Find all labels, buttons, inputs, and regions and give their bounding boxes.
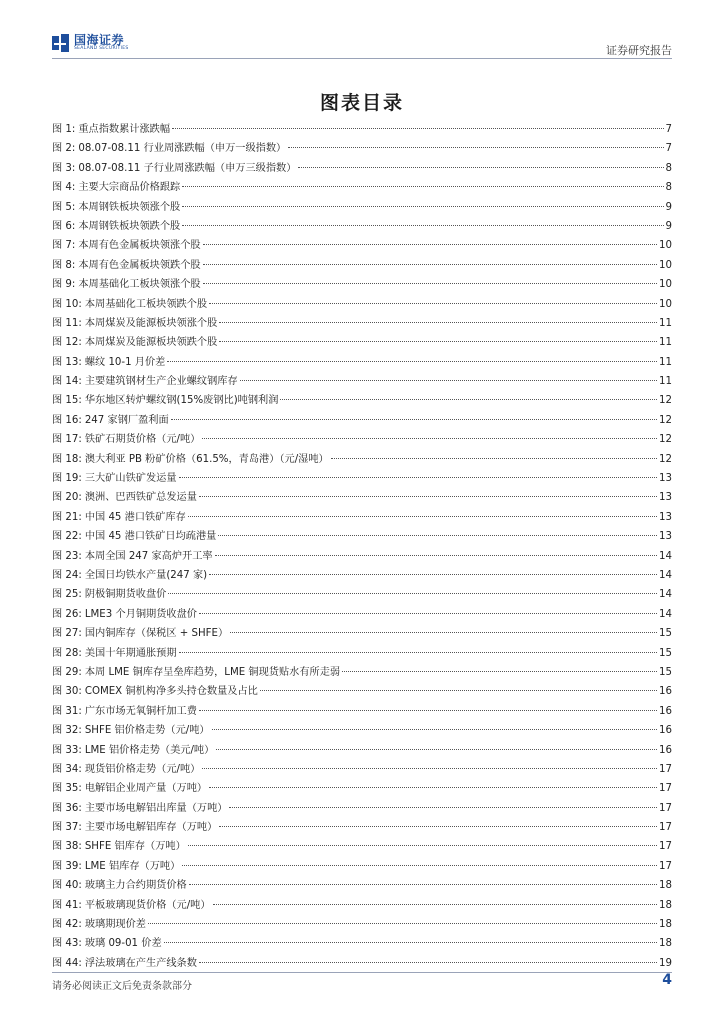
toc-entry-title[interactable]: 玻璃 09-01 价差	[84, 938, 162, 950]
toc-entry-page[interactable]: 18	[659, 919, 672, 931]
toc-entry-page[interactable]: 13	[659, 492, 672, 504]
toc-entry-title[interactable]: 重点指数累计涨跌幅	[78, 124, 171, 135]
toc-entry-page[interactable]: 13	[659, 511, 672, 523]
toc-entry[interactable]	[52, 217, 672, 236]
toc-entry-title[interactable]: 全国日均铁水产量(247 家)	[84, 569, 208, 581]
toc-entry[interactable]	[52, 624, 672, 643]
toc-entry-title[interactable]: 澳洲、巴西铁矿总发运量	[84, 492, 197, 504]
toc-entry-label: 图 41:	[52, 899, 82, 911]
toc-entry-title[interactable]: 玻璃期现价差	[84, 919, 146, 931]
toc-dot-leader	[209, 303, 657, 304]
toc-entry-title[interactable]: 本周有色金属板块领涨个股	[78, 240, 201, 252]
toc-dot-leader	[168, 593, 657, 594]
page-title: 图表目录	[319, 92, 404, 114]
toc-dot-leader	[203, 244, 657, 245]
toc-entry-label: 图 43:	[52, 938, 82, 950]
toc-entry-title[interactable]: COMEX 铜机构净多头持仓数量及占比	[84, 686, 258, 698]
toc-entry-label: 图 7:	[52, 240, 76, 252]
toc-dot-leader	[202, 768, 657, 769]
toc-entry[interactable]	[52, 682, 672, 701]
toc-dot-leader	[148, 923, 657, 924]
toc-entry[interactable]	[52, 857, 672, 876]
toc-entry-page[interactable]: 10	[659, 259, 672, 271]
toc-entry-page[interactable]: 15	[659, 666, 672, 678]
toc-entry-page[interactable]: 15	[659, 628, 672, 640]
toc-dot-leader	[280, 399, 657, 400]
toc-entry-label: 图 30:	[52, 686, 82, 698]
toc-entry-page[interactable]: 16	[659, 686, 672, 698]
toc-entry-title[interactable]: 中国 45 港口铁矿库存	[84, 511, 186, 523]
toc-entry-label: 图 22:	[52, 531, 82, 543]
toc-entry-title[interactable]: LME 铝库存（万吨）	[84, 860, 181, 872]
toc-entry[interactable]	[52, 159, 672, 178]
toc-entry-title[interactable]: 螺纹 10-1 月价差	[84, 356, 166, 368]
toc-entry-title[interactable]: 澳大利亚 PB 粉矿价格（61.5%，青岛港）（元/湿吨）	[84, 453, 329, 465]
report-type-label: 证券研究报告	[606, 44, 672, 57]
toc-entry-page[interactable]: 16	[659, 725, 672, 737]
toc-entry-title[interactable]: 本周基础化工板块领涨个股	[78, 279, 201, 291]
toc-entry[interactable]	[52, 915, 672, 934]
toc-entry-label: 图 44:	[52, 957, 82, 969]
toc-entry-label: 图 11:	[52, 317, 82, 329]
toc-entry[interactable]	[52, 488, 672, 507]
toc-dot-leader	[203, 264, 657, 265]
toc-entry[interactable]	[52, 702, 672, 721]
toc-entry-title[interactable]: LME3 个月铜期货收盘价	[84, 608, 197, 620]
toc-entry-title[interactable]: 阴极铜期货收盘价	[84, 589, 167, 601]
toc-entry-title[interactable]: 08.07-08.11 子行业周涨跌幅（申万三级指数）	[78, 162, 297, 174]
toc-dot-leader	[189, 884, 657, 885]
toc-entry-label: 图 25:	[52, 589, 82, 601]
toc-entry[interactable]	[52, 837, 672, 856]
toc-entry-page[interactable]: 12	[659, 453, 672, 465]
toc-entry[interactable]	[52, 896, 672, 915]
toc-entry-page[interactable]: 17	[659, 783, 672, 795]
toc-entry-page[interactable]: 9	[665, 201, 672, 213]
toc-entry-label: 图 15:	[52, 395, 82, 407]
toc-entry-page[interactable]: 18	[659, 880, 672, 892]
toc-dot-leader	[188, 845, 657, 846]
toc-entry-label: 图 5:	[52, 201, 76, 213]
toc-entry[interactable]	[52, 391, 672, 410]
toc-entry-page[interactable]: 11	[659, 337, 672, 349]
toc-dot-leader	[215, 555, 657, 556]
toc-dot-leader	[229, 807, 657, 808]
toc-entry-label: 图 31:	[52, 705, 82, 717]
toc-entry[interactable]	[52, 954, 672, 973]
toc-entry[interactable]	[52, 585, 672, 604]
toc-entry[interactable]	[52, 120, 672, 139]
toc-entry-page[interactable]: 7	[665, 143, 672, 155]
toc-entry[interactable]	[52, 411, 672, 430]
toc-entry-label: 图 17:	[52, 434, 82, 446]
toc-entry-title[interactable]: 三大矿山铁矿发运量	[84, 473, 177, 485]
toc-entry-label: 图 26:	[52, 608, 82, 620]
toc-entry-page[interactable]: 14	[659, 550, 672, 562]
toc-entry-label: 图 12:	[52, 337, 82, 349]
toc-entry-page[interactable]: 19	[659, 957, 672, 969]
toc-dot-leader	[179, 652, 658, 653]
toc-entry-page[interactable]: 14	[659, 589, 672, 601]
toc-entry[interactable]	[52, 876, 672, 895]
toc-entry-page[interactable]: 10	[659, 240, 672, 252]
toc-entry[interactable]	[52, 818, 672, 837]
toc-entry-title[interactable]: SHFE 铝价格走势（元/吨）	[84, 725, 210, 737]
toc-entry-page[interactable]: 17	[659, 841, 672, 853]
toc-entry-title[interactable]: 本周基础化工板块领跌个股	[84, 298, 208, 310]
toc-dot-leader	[167, 361, 657, 362]
toc-entry[interactable]	[52, 450, 672, 469]
toc-entry-page[interactable]: 11	[659, 376, 672, 388]
toc-entry-page[interactable]: 16	[659, 705, 672, 717]
toc-entry-page[interactable]: 8	[665, 182, 672, 194]
toc-entry-label: 图 34:	[52, 763, 82, 775]
toc-entry-label: 图 10:	[52, 298, 82, 310]
toc-entry-page[interactable]: 11	[659, 317, 672, 329]
toc-entry-page[interactable]: 12	[659, 395, 672, 407]
toc-entry-label: 图 8:	[52, 259, 76, 271]
toc-dot-leader	[219, 826, 657, 827]
toc-entry-page[interactable]: 12	[659, 434, 672, 446]
toc-entry-title[interactable]: 本周煤炭及能源板块领跌个股	[84, 337, 218, 349]
toc-dot-leader	[219, 322, 657, 323]
toc-entry[interactable]	[52, 275, 672, 294]
toc-entry-label: 图 9:	[52, 279, 76, 291]
toc-entry-label: 图 27:	[52, 628, 82, 640]
toc-entry[interactable]	[52, 430, 672, 449]
toc-entry-title[interactable]: 247 家钢厂盈利面	[84, 414, 169, 426]
logo-name-cn: 国海证券	[74, 33, 125, 48]
toc-entry-title[interactable]: 美国十年期通胀预期	[84, 647, 177, 659]
toc-dot-leader	[188, 516, 657, 517]
toc-entry-title[interactable]: 浮法玻璃在产生产线条数	[84, 957, 197, 969]
toc-entry-page[interactable]: 14	[659, 608, 672, 620]
toc-dot-leader	[219, 341, 657, 342]
toc-dot-leader	[172, 128, 663, 129]
page-header	[52, 30, 672, 58]
toc-entry-title[interactable]: 主要市场电解铝出库量（万吨）	[84, 802, 228, 814]
toc-entry-label: 图 3:	[52, 162, 76, 174]
toc-entry-title[interactable]: 主要大宗商品价格跟踪	[78, 182, 181, 194]
company-logo	[52, 32, 129, 54]
toc-entry[interactable]	[52, 527, 672, 546]
toc-entry-page[interactable]: 9	[665, 220, 672, 232]
toc-dot-leader	[164, 942, 657, 943]
toc-dot-leader	[199, 613, 657, 614]
toc-entry-label: 图 42:	[52, 919, 82, 931]
toc-entry-label: 图 33:	[52, 744, 82, 756]
toc-dot-leader	[182, 206, 663, 207]
toc-entry-label: 图 29:	[52, 666, 82, 678]
toc-entry-label: 图 6:	[52, 220, 76, 232]
toc-entry[interactable]	[52, 256, 672, 275]
toc-entry-title[interactable]: 玻璃主力合约期货价格	[84, 880, 187, 892]
toc-entry-title[interactable]: 国内铜库存（保税区 + SHFE）	[84, 628, 229, 640]
toc-entry[interactable]	[52, 779, 672, 798]
toc-dot-leader	[212, 729, 657, 730]
toc-entry-page[interactable]: 10	[659, 298, 672, 310]
toc-entry[interactable]	[52, 139, 672, 158]
disclaimer-note: 请务必阅读正文后免责条款部分	[52, 981, 192, 992]
toc-entry-label: 图 13:	[52, 356, 82, 368]
toc-dot-leader	[199, 962, 657, 963]
toc-entry-page[interactable]: 17	[659, 860, 672, 872]
toc-entry-label: 图 23:	[52, 550, 82, 562]
toc-entry-title[interactable]: LME 铝价格走势（美元/吨）	[84, 744, 215, 756]
toc-entry-title[interactable]: 本周煤炭及能源板块领涨个股	[84, 317, 218, 329]
toc-entry-page[interactable]: 12	[659, 414, 672, 426]
toc-entry-title[interactable]: 本周 LME 铜库存呈垒库趋势，LME 铜现货贴水有所走弱	[84, 666, 341, 678]
footer-divider	[52, 972, 672, 973]
toc-dot-leader	[288, 147, 663, 148]
toc-entry[interactable]	[52, 198, 672, 217]
header-divider	[52, 58, 672, 59]
toc-dot-leader	[331, 458, 657, 459]
toc-entry[interactable]	[52, 566, 672, 585]
toc-entry[interactable]	[52, 353, 672, 372]
toc-entry-page[interactable]: 14	[659, 569, 672, 581]
toc-entry[interactable]	[52, 178, 672, 197]
toc-dot-leader	[182, 865, 657, 866]
toc-entry[interactable]	[52, 663, 672, 682]
toc-entry-label: 图 18:	[52, 453, 82, 465]
toc-entry[interactable]	[52, 721, 672, 740]
toc-entry-page[interactable]: 10	[659, 279, 672, 291]
toc-entry[interactable]	[52, 760, 672, 779]
toc-dot-leader	[182, 225, 663, 226]
toc-entry-page[interactable]: 17	[659, 802, 672, 814]
toc-entry[interactable]	[52, 934, 672, 953]
toc-entry-label: 图 28:	[52, 647, 82, 659]
toc-entry-page[interactable]: 17	[659, 763, 672, 775]
toc-entry-page[interactable]: 11	[659, 356, 672, 368]
toc-entry-title[interactable]: 主要市场电解铝库存（万吨）	[84, 822, 218, 834]
toc-entry-page[interactable]: 13	[659, 531, 672, 543]
toc-entry-title[interactable]: 广东市场无氧铜杆加工费	[84, 705, 197, 717]
toc-entry[interactable]	[52, 236, 672, 255]
logo-mark-icon	[52, 34, 70, 52]
toc-entry-page[interactable]: 17	[659, 822, 672, 834]
toc-entry-label: 图 35:	[52, 783, 82, 795]
toc-entry-page[interactable]: 13	[659, 473, 672, 485]
toc-dot-leader	[199, 710, 657, 711]
toc-dot-leader	[298, 167, 663, 168]
logo-name-en: SEALAND SECURITIES	[74, 46, 129, 52]
toc-dot-leader	[202, 438, 657, 439]
toc-entry-title[interactable]: 平板玻璃现货价格（元/吨）	[84, 899, 211, 911]
toc-entry-page[interactable]: 18	[659, 899, 672, 911]
toc-dot-leader	[171, 419, 657, 420]
toc-dot-leader	[182, 186, 663, 187]
toc-entry-title[interactable]: 本周钢铁板块领跌个股	[78, 220, 181, 232]
toc-entry[interactable]	[52, 295, 672, 314]
toc-entry[interactable]	[52, 741, 672, 760]
toc-entry-page[interactable]: 18	[659, 938, 672, 950]
toc-dot-leader	[260, 690, 657, 691]
toc-entry[interactable]	[52, 799, 672, 818]
toc-entry-title[interactable]: 主要建筑钢材生产企业螺纹钢库存	[84, 376, 238, 388]
toc-dot-leader	[216, 749, 657, 750]
toc-entry-label: 图 2:	[52, 143, 76, 155]
toc-dot-leader	[218, 535, 657, 536]
toc-entry-label: 图 24:	[52, 569, 82, 581]
toc-dot-leader	[213, 904, 658, 905]
toc-dot-leader	[240, 380, 657, 381]
toc-entry-title[interactable]: 铁矿石期货价格（元/吨）	[84, 434, 201, 446]
toc-entry-label: 图 1:	[52, 124, 76, 135]
toc-entry-page[interactable]: 7	[665, 124, 672, 135]
toc-entry-label: 图 19:	[52, 473, 82, 485]
toc-entry-title[interactable]: 08.07-08.11 行业周涨跌幅（申万一级指数）	[78, 143, 287, 155]
toc-entry-title[interactable]: 华东地区转炉螺纹钢(15%废钢比)吨钢利润	[84, 395, 279, 407]
toc-dot-leader	[209, 787, 657, 788]
toc-entry-label: 图 40:	[52, 880, 82, 892]
toc-entry-label: 图 32:	[52, 725, 82, 737]
toc-entry-page[interactable]: 16	[659, 744, 672, 756]
toc-entry-title[interactable]: 本周全国 247 家高炉开工率	[84, 550, 213, 562]
toc-entry[interactable]	[52, 508, 672, 527]
toc-entry-page[interactable]: 8	[665, 162, 672, 174]
toc-entry-title[interactable]: SHFE 铝库存（万吨）	[84, 841, 186, 853]
toc-entry-label: 图 14:	[52, 376, 82, 388]
toc-entry[interactable]	[52, 469, 672, 488]
page-number: 4	[662, 972, 672, 988]
toc-entry-label: 图 37:	[52, 822, 82, 834]
toc-entry[interactable]	[52, 644, 672, 663]
toc-entry-title[interactable]: 电解铝企业周产量（万吨）	[84, 783, 208, 795]
toc-dot-leader	[203, 283, 657, 284]
toc-entry-label: 图 39:	[52, 860, 82, 872]
toc-dot-leader	[179, 477, 658, 478]
toc-entry[interactable]	[52, 372, 672, 391]
toc-entry-label: 图 16:	[52, 414, 82, 426]
toc-dot-leader	[199, 496, 657, 497]
table-of-figures	[52, 120, 672, 973]
toc-entry-title[interactable]: 本周有色金属板块领跌个股	[78, 259, 201, 271]
toc-entry-label: 图 38:	[52, 841, 82, 853]
toc-dot-leader	[230, 632, 657, 633]
toc-entry-label: 图 20:	[52, 492, 82, 504]
toc-entry-title[interactable]: 现货铝价格走势（元/吨）	[84, 763, 201, 775]
toc-entry-label: 图 21:	[52, 511, 82, 523]
toc-entry-page[interactable]: 15	[659, 647, 672, 659]
toc-entry-label: 图 36:	[52, 802, 82, 814]
toc-entry[interactable]	[52, 605, 672, 624]
toc-entry[interactable]	[52, 547, 672, 566]
toc-entry-title[interactable]: 本周钢铁板块领涨个股	[78, 201, 181, 213]
toc-entry-label: 图 4:	[52, 182, 76, 194]
toc-entry-title[interactable]: 中国 45 港口铁矿日均疏港量	[84, 531, 217, 543]
toc-dot-leader	[342, 671, 657, 672]
toc-dot-leader	[209, 574, 657, 575]
toc-entry[interactable]	[52, 314, 672, 333]
toc-entry[interactable]	[52, 333, 672, 352]
